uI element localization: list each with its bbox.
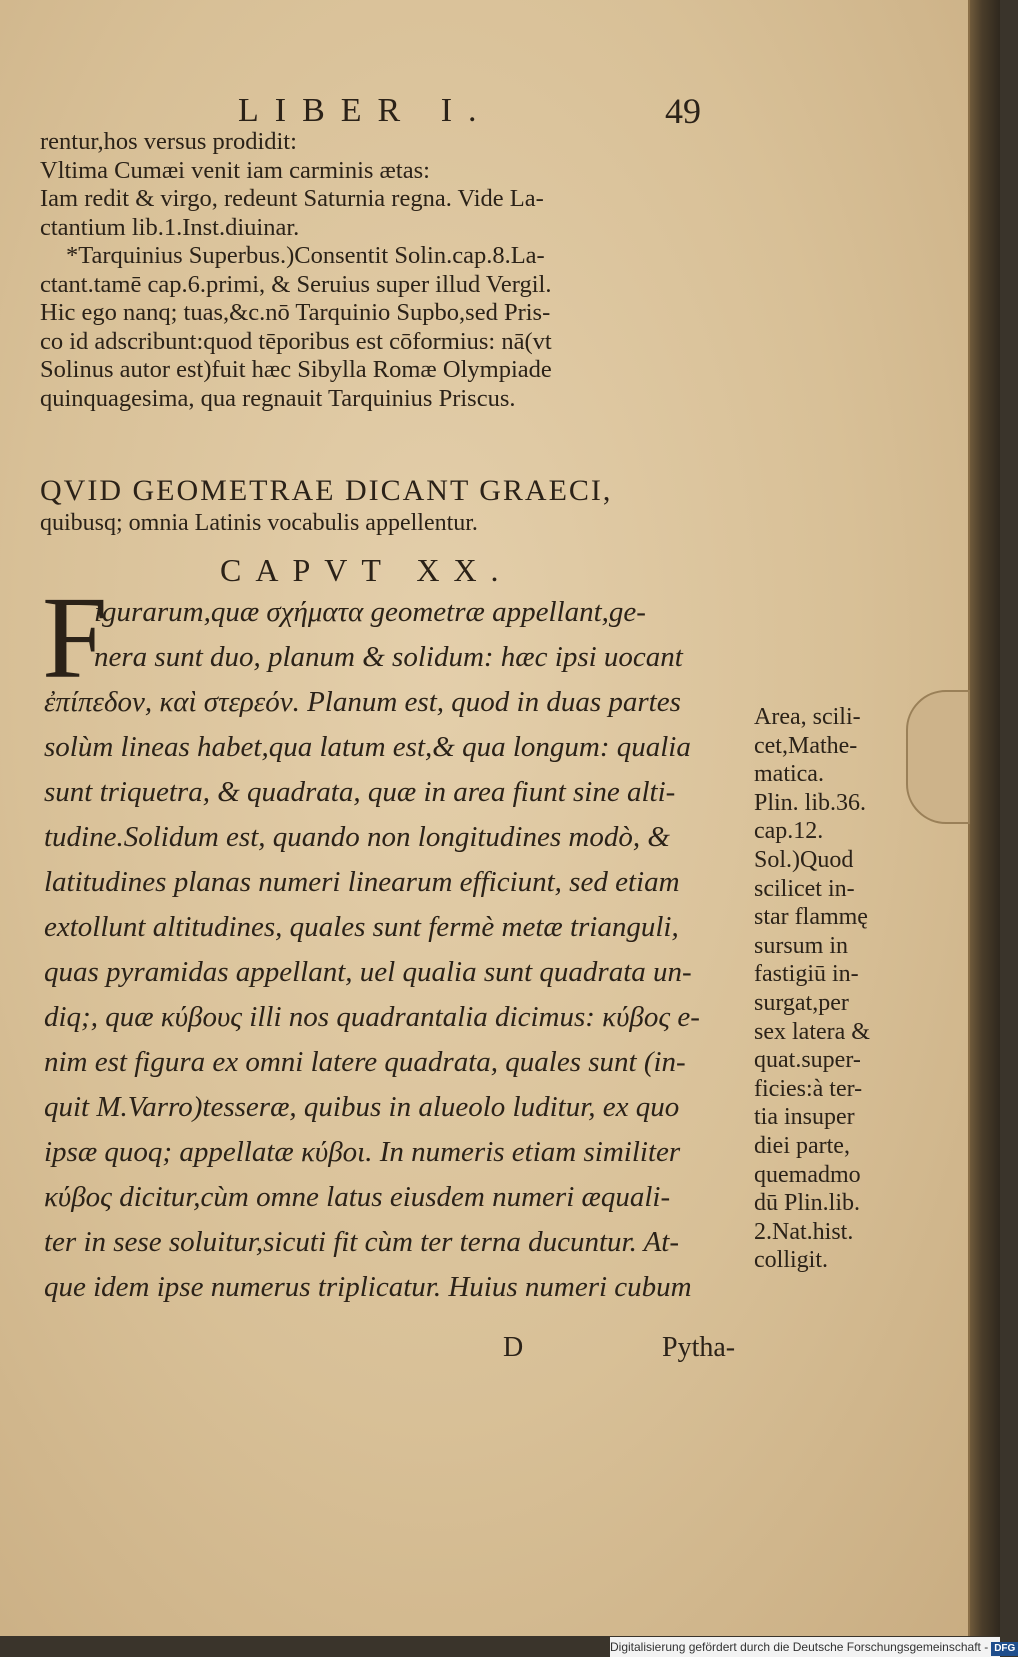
text-line: latitudines planas numeri linearum efficiunt, sed etiam [44, 866, 680, 898]
text-line: *Tarquinius Superbus.)Consentit Solin.cap.8.La- [66, 242, 545, 269]
marginal-note [754, 703, 924, 1275]
text-line: ter in sese soluitur,sicuti fit cùm ter terna ducuntur. At- [44, 1226, 680, 1258]
chapter-title: QVID GEOMETRAE DICANT GRAECI, [40, 474, 613, 507]
margin-line: ficies:à ter- [754, 1075, 863, 1102]
text-line: ipsæ quoq; appellatæ κύβοι. In numeris etiam similiter [44, 1136, 681, 1168]
page-clip-tab [906, 690, 970, 824]
margin-line: fastigiū in- [754, 961, 859, 988]
chapter-heading [40, 474, 760, 537]
text-line: rentur,hos versus prodidit: [40, 128, 297, 155]
text-line: solùm lineas habet,qua latum est,& qua longum: qualia [44, 731, 691, 763]
dfg-logo: DFG [991, 1642, 1018, 1656]
text-line: que idem ipse numerus triplicatur. Huius numeri cubum [44, 1271, 692, 1303]
text-line: sunt triquetra, & quadrata, quæ in area fiunt sine alti- [44, 776, 676, 808]
margin-line: tia insuper [754, 1104, 855, 1131]
margin-line: Area, scili- [754, 704, 861, 730]
text-line: κύβος dicitur,cùm omne latus eiusdem numeri æquali- [44, 1181, 671, 1213]
text-line: diq;, quæ κύβους illi nos quadrantalia dicimus: κύβος e- [44, 1001, 700, 1033]
text-line: Hic ego nanq; tuas,&c.nō Tarquinio Supbo,sed Pris- [40, 299, 551, 326]
drop-cap: F [42, 572, 108, 703]
margin-line: Plin. lib.36. [754, 789, 867, 816]
text-line: nim est figura ex omni latere quadrata, quales sunt (in- [44, 1046, 686, 1078]
book-edge [970, 0, 1000, 1636]
digitization-footer [610, 1637, 1016, 1657]
footer-text: Digitalisierung gefördert durch die Deutsche Forschungsgemeinschaft - [610, 1640, 989, 1654]
text-line: nera sunt duo, planum & solidum: hæc ipsi uocant [94, 641, 683, 673]
margin-line: colligit. [754, 1247, 828, 1274]
margin-line: surgat,per [754, 989, 849, 1016]
text-line: Solinus autor est)fuit hæc Sibylla Romæ Olympiade [40, 356, 552, 383]
catchword: Pytha- [662, 1332, 736, 1363]
margin-line: cet,Mathe- [754, 732, 858, 759]
text-line: quit M.Varro)tesseræ, quibus in alueolo luditur, ex quo [44, 1091, 680, 1123]
text-line: Vltima Cumæi venit iam carminis ætas: [40, 156, 430, 184]
margin-line: 2.Nat.hist. [754, 1218, 854, 1245]
text-line: Iam redit & virgo, redeunt Saturnia regna. Vide La- [40, 185, 544, 212]
text-line: igurarum,quæ σχήματα geometræ appellant,ge- [94, 596, 646, 628]
margin-line: dū Plin.lib. [754, 1190, 861, 1217]
text-line: quinquagesima, qua regnauit Tarquinius Priscus. [40, 384, 516, 412]
text-line: extollunt altitudines, quales sunt fermè metæ trianguli, [44, 911, 679, 943]
margin-line: matica. [754, 761, 824, 788]
caput-label: CAPVT XX. [220, 552, 513, 588]
margin-line: sex latera & [754, 1018, 870, 1045]
body-text-block [42, 572, 749, 1310]
margin-line: cap.12. [754, 818, 824, 845]
margin-line: star flammę [754, 904, 868, 931]
text-line: co id adscribunt:quod tēporibus est cōformius: nā(vt [40, 327, 552, 355]
text-line: tudine.Solidum est, quando non longitudines modò, & [44, 821, 670, 853]
chapter-subtitle: quibusq; omnia Latinis vocabulis appellentur. [40, 510, 478, 536]
margin-line: quemadmo [754, 1161, 861, 1188]
text-line: ἐπίπεδον, καὶ στερεόν. Planum est, quod in duas partes [44, 686, 681, 718]
margin-line: sursum in [754, 932, 849, 959]
running-head: LIBER I. [238, 92, 493, 129]
margin-line: scilicet in- [754, 875, 855, 902]
top-text-block [40, 128, 750, 413]
margin-line: quat.super- [754, 1047, 861, 1074]
text-line: ctantium lib.1.Inst.diuinar. [40, 213, 300, 241]
text-line: ctant.tamē cap.6.primi, & Seruius super illud Vergil. [40, 270, 552, 298]
margin-line: diei parte, [754, 1132, 850, 1159]
signature-mark: D [503, 1332, 524, 1363]
margin-line: Sol.)Quod [754, 846, 854, 873]
page-number: 49 [665, 91, 701, 131]
text-line: quas pyramidas appellant, uel qualia sunt quadrata un- [44, 956, 692, 988]
